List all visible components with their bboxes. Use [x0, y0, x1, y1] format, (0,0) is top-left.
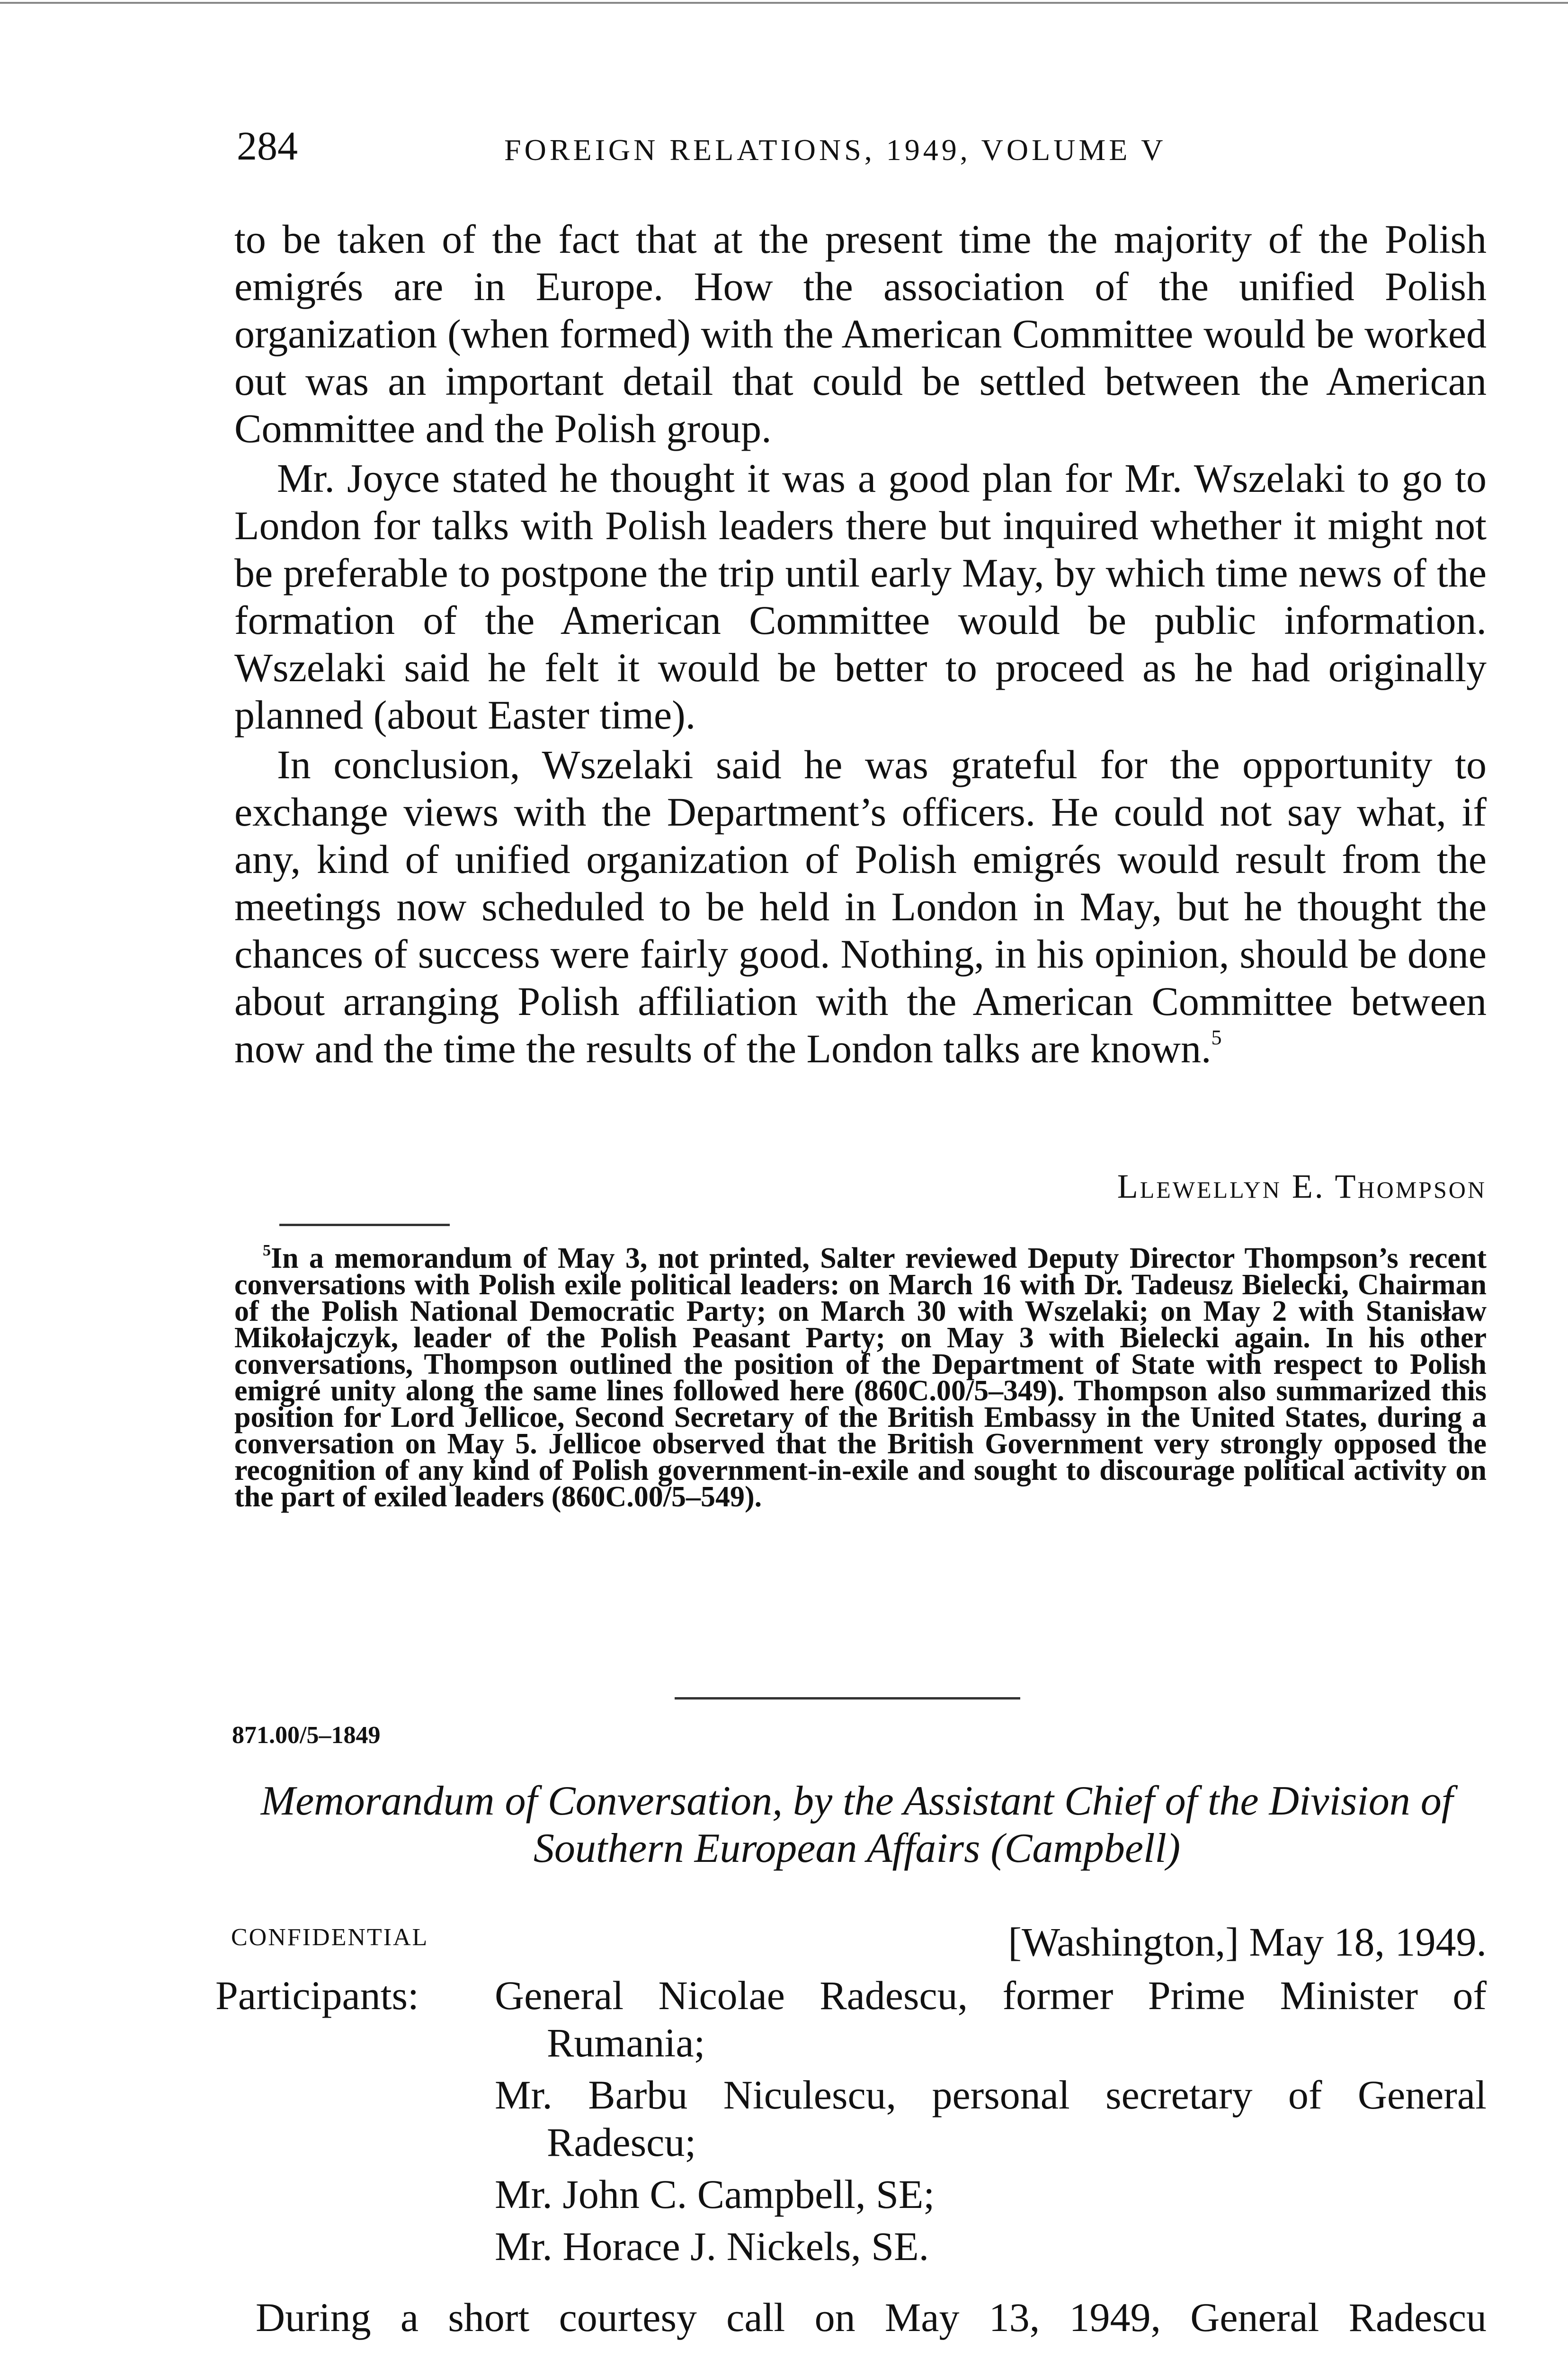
footnote-rule [279, 1224, 450, 1226]
signature-name: Llewellyn E. Thompson [1117, 1167, 1487, 1205]
paragraph-text [234, 741, 1487, 1072]
participants-label: Participants: [215, 1973, 419, 2018]
participant-item: Mr. John C. Campbell, SE; [495, 2171, 935, 2217]
body-paragraph-1 [234, 215, 1487, 452]
participant-item: Mr. Horace J. Nickels, SE. [495, 2224, 929, 2269]
footnote-5 [234, 1242, 1487, 1513]
page-edge-line [0, 2, 1568, 4]
dateline: [Washington,] May 18, 1949. [1008, 1919, 1487, 1965]
footnote-number: 5 [263, 1242, 271, 1259]
paragraph-text: Mr. Joyce stated he thought it was a good plan for Mr. Wszelaki to go to London for talks with Polish leaders there but inquired whether it might not be preferable to postpone the trip until early May, by which time news of the formation of the American Committee would be public information. Wszelaki said he felt it would be better to proceed as he had originally planned (about Easter time). [234, 455, 1487, 738]
running-title: FOREIGN RELATIONS, 1949, VOLUME V [504, 133, 1167, 167]
signature [900, 1167, 1487, 1206]
file-number: 871.00/5–1849 [232, 1722, 381, 1749]
participant-item: Mr. Barbu Niculescu, personal secretary of General Radescu; [495, 2072, 1487, 2165]
footnote-text-block [234, 1242, 1487, 1513]
section-separator [675, 1697, 1020, 1700]
paragraph-text: to be taken of the fact that at the present time the majority of the Polish emigrés are in Europe. How the association of the unified Polish organization (when formed) with the American Committee would be worked out was an important detail that could be settled between the American Committee and the Polish group. [234, 216, 1487, 451]
page-number: 284 [237, 123, 298, 169]
body-paragraph-2 [234, 454, 1487, 739]
participants-list [495, 1972, 1487, 2275]
participant-item: General Nicolae Radescu, former Prime Minister of Rumania; [495, 1973, 1487, 2065]
opening-line: During a short courtesy call on May 13, 1949, General Radescu [256, 2295, 1487, 2340]
footnote-text: In a memorandum of May 3, not printed, Salter reviewed Deputy Director Thompson’s recent conversations with Polish exile political leaders: on March 16 with Dr. Tadeusz Bielecki, Chairman of the Polish National Democratic Party; on March 30 with Wszelaki; on May 2 with Stanisław Mikołajczyk, leader of the Polish Peasant Party; on May 3 with Bielecki again. In his other conversations, Thompson outlined the position of the Department of State with respect to Polish emigré unity along the same lines followed here (860C.00/5–349). Thompson also summarized this position for Lord Jellicoe, Second Secretary of the British Embassy in the United States, during a conversation on May 5. Jellicoe observed that the British Government very strongly opposed the recognition of any kind of Polish government-in-exile and sought to discourage political activity on the part of exiled leaders (860C.00/5–549). [234, 1242, 1487, 1513]
footnote-marker-5[interactable]: 5 [1211, 1026, 1222, 1049]
paragraph-3-text: In conclusion, Wszelaki said he was grateful for the opportunity to exchange views with the Department’s officers. He could not say what, if any, kind of unified organization of Polish emigrés would result from the meetings now scheduled to be held in London in May, but he thought the chances of success were fairly good. Nothing, in his opinion, should be done about arranging Polish affiliation with the American Committee between now and the time the results of the London talks are known. [234, 742, 1487, 1071]
body-paragraph-3 [234, 741, 1487, 1072]
page-header [237, 122, 1487, 174]
classification-label: CONFIDENTIAL [231, 1924, 429, 1951]
memo-title: Memorandum of Conversation, by the Assistant Chief of the Division of Southern European Affairs (Campbell) [260, 1778, 1453, 1871]
